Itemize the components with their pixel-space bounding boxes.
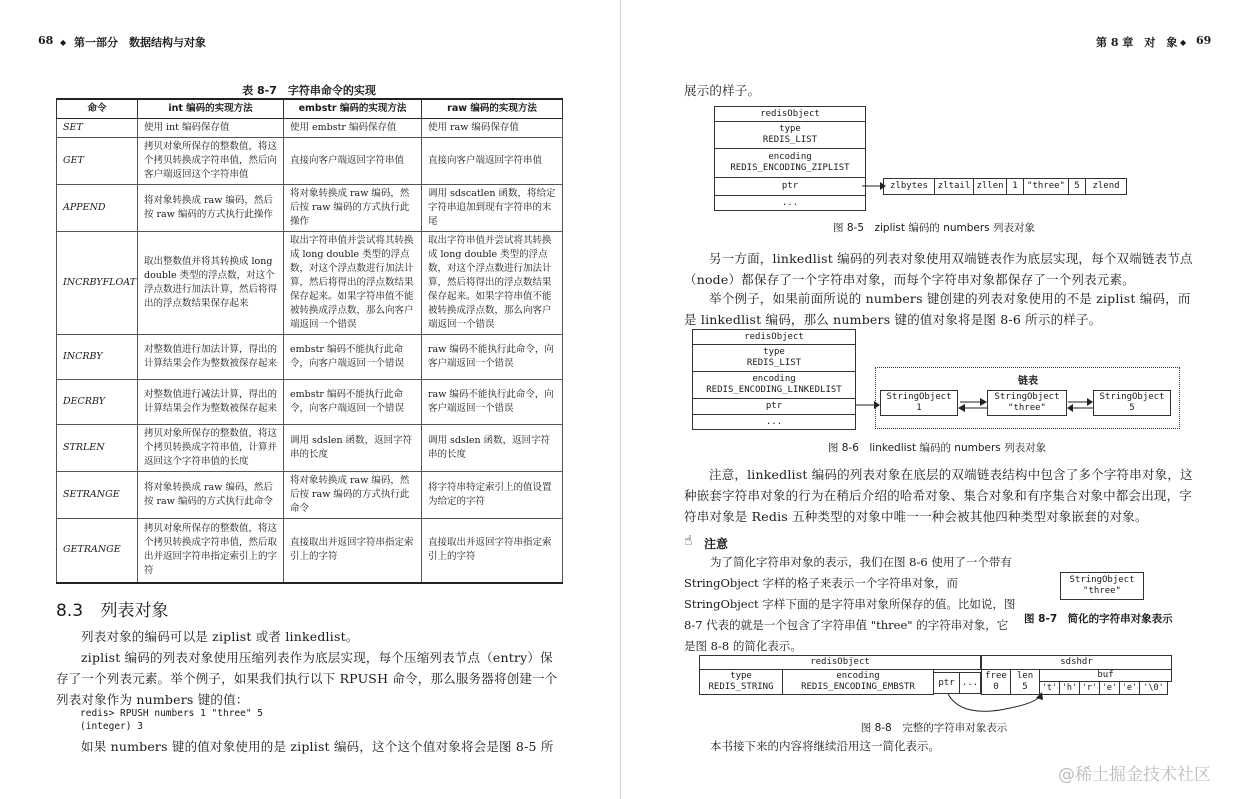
redisobject-header: redisObject: [699, 655, 981, 670]
linked-list-label: 链表: [1018, 376, 1038, 387]
ziplist-entry: "three": [1023, 178, 1069, 195]
ziplist-entry: 5: [1068, 178, 1086, 195]
linkedlist-para: 另一方面，linkedlist 编码的列表对象使用双端链表作为底层实现，每个双端链表节点（node）都保存了一个字符串对象，而每个字符串对象都保存了一个列表元素。: [684, 251, 1193, 287]
ptr-cell: ptr: [714, 177, 866, 196]
left-running-header: 第一部分 数据结构与对象: [74, 36, 206, 49]
watermark: @稀土掘金技术社区: [1058, 765, 1211, 785]
continued-text: 展示的样子。: [684, 83, 761, 98]
command-name-cell: INCRBY: [57, 335, 138, 380]
command-name-cell: DECRBY: [57, 380, 138, 425]
implementation-cell: 调用 sdslen 函数，返回字符串的长度: [422, 425, 563, 472]
implementation-cell: 调用 sdscatlen 函数，将给定字符串追加到现有字符串的末尾: [422, 185, 563, 232]
implementation-cell: 直接向客户端返回字符串值: [284, 138, 422, 185]
implementation-cell: 将对象转换成 raw 编码，然后按 raw 编码的方式执行此操作: [138, 185, 284, 232]
table-caption: 表 8-7 字符串命令的实现: [242, 84, 376, 97]
redisobject-cell: redisObject: [714, 106, 866, 122]
ziplist-row: [883, 178, 1126, 195]
implementation-cell: 将对象转换成 raw 编码，然后按 raw 编码的方式执行此命令: [284, 472, 422, 519]
string-object-node: StringObject 1: [880, 390, 958, 416]
implementation-cell: 将对象转换成 raw 编码，然后按 raw 编码的方式执行此操作: [284, 185, 422, 232]
ptr-cell: ptr: [692, 398, 856, 415]
ziplist-entry: zltail: [934, 178, 974, 195]
dots-cell: ...: [692, 414, 856, 430]
implementation-cell: 使用 embstr 编码保存值: [284, 119, 422, 138]
ziplist-entry: zlend: [1085, 178, 1127, 195]
table-row: [57, 519, 563, 583]
type-cell: type REDIS_LIST: [714, 121, 866, 149]
figure-8-8-caption: 图 8-8 完整的字符串对象表示: [860, 722, 1008, 734]
implementation-cell: embstr 编码不能执行此命令，向客户端返回一个错误: [284, 380, 422, 425]
table-header-cell: embstr 编码的实现方法: [284, 99, 422, 119]
command-name-cell: SET: [57, 119, 138, 138]
command-name-cell: SETRANGE: [57, 472, 138, 519]
example-para: 举个例子，如果前面所说的 numbers 键创建的列表对象使用的不是 ziplist 编码，而是 linkedlist 编码，那么 numbers 键的值对象将是图 8-6 所示的样子。: [684, 291, 1191, 327]
bullet-icon: ◆: [1180, 38, 1187, 47]
bullet-icon: ◆: [60, 38, 67, 47]
implementation-cell: 取出字符串值并尝试将其转换成 long double 类型的浮点数，对这个浮点数进行加法计算，然后将得出的浮点数结果保存起来。如果字符串值不能被转换成浮点数，那么向客户端返回一个错误: [284, 232, 422, 335]
ziplist-entry: zllen: [973, 178, 1007, 195]
command-name-cell: GET: [57, 138, 138, 185]
implementation-cell: 调用 sdslen 函数，返回字符串的长度: [284, 425, 422, 472]
buf-char-cell: '\0': [1139, 681, 1168, 695]
implementation-cell: 对整数值进行减法计算，得出的计算结果会作为整数被保存起来: [138, 380, 284, 425]
buf-char-cell: 'h': [1059, 681, 1080, 695]
code-line-2: (integer) 3: [80, 721, 143, 732]
ziplist-entry: 1: [1006, 178, 1024, 195]
ptr-arrow: [862, 180, 886, 192]
table-row: [57, 138, 563, 185]
table-row: [57, 119, 563, 138]
encoding-cell: encoding REDIS_ENCODING_ZIPLIST: [714, 148, 866, 178]
command-name-cell: INCRBYFLOAT: [57, 232, 138, 335]
implementation-cell: 使用 raw 编码保存值: [422, 119, 563, 138]
type-cell: type REDIS_STRING: [699, 669, 783, 695]
buf-label: buf: [1039, 669, 1172, 682]
hand-pointer-icon: ☝: [684, 533, 693, 549]
code-line-1: redis> RPUSH numbers 1 "three" 5: [80, 708, 264, 719]
buf-char-cell: 'r': [1079, 681, 1100, 695]
buf-chars: [1039, 681, 1167, 695]
implementation-cell: 将对象转换成 raw 编码，然后按 raw 编码的方式执行此命令: [138, 472, 284, 519]
implementation-cell: 将字符串特定索引上的值设置为给定的字符: [422, 472, 563, 519]
encoding-cell: encoding REDIS_ENCODING_LINKEDLIST: [692, 371, 856, 399]
implementation-cell: 取出字符串值并尝试将其转换成 long double 类型的浮点数，对这个浮点数进行加法计算，然后将得出的浮点数结果保存起来。如果字符串值不能被转换成浮点数，那么向客户端返回一个错误: [422, 232, 563, 335]
section-title: 列表对象: [100, 601, 169, 621]
implementation-cell: 直接向客户端返回字符串值: [422, 138, 563, 185]
list-encoding-para: 列表对象的编码可以是 ziplist 或者 linkedlist。: [81, 629, 359, 644]
buf-char-cell: 't': [1039, 681, 1060, 695]
string-object-node: StringObject "three": [987, 390, 1067, 416]
table-row: [57, 425, 563, 472]
ptr-cell: ptr: [933, 672, 960, 694]
closing-sentence: 本书接下来的内容将继续沿用这一简化表示。: [710, 739, 940, 753]
table-row: [57, 335, 563, 380]
figure-8-7-caption: 图 8-7 简化的字符串对象表示: [1024, 613, 1173, 625]
command-name-cell: APPEND: [57, 185, 138, 232]
buf-char-cell: 'e': [1099, 681, 1120, 695]
ziplist-para: ziplist 编码的列表对象使用压缩列表作为底层实现，每个压缩列表节点（entry）保存了一个列表元素。举个例子，如果我们执行以下 RPUSH 命令，那么服务器将创建一个列表对象作为 numbers 键的值：: [56, 650, 558, 707]
implementation-cell: 取出整数值并将其转换成 long double 类型的浮点数，对这个浮点数进行加法计算，然后将得出的浮点数结果保存起来: [138, 232, 284, 335]
note-body: 为了简化字符串对象的表示，我们在图 8-6 使用了一个带有 StringObject 字样的格子来表示一个字符串对象，而 StringObject 字样下面的是字符串对象所保存的值。比如说，图 8-7 代表的就是一个包含了字符串值 "three" 的字符串对象，它是图 8-8 的简化表示。: [684, 555, 1016, 653]
ptr-curve-arrow: [940, 690, 1050, 720]
implementation-cell: raw 编码不能执行此命令，向客户端返回一个错误: [422, 380, 563, 425]
table-row: [57, 380, 563, 425]
ziplist-entry: zlbytes: [883, 178, 935, 195]
right-running-header: 第 8 章 对 象: [1096, 36, 1178, 49]
page-gutter: [620, 0, 621, 799]
table-row: [57, 185, 563, 232]
free-cell: free 0: [981, 669, 1011, 695]
implementation-cell: 拷贝对象所保存的整数值，将这个拷贝转换成字符串值，然后取出并返回字符串指定索引上的字符: [138, 519, 284, 583]
table-header-cell: raw 编码的实现方法: [422, 99, 563, 119]
section-heading: [56, 596, 168, 621]
len-cell: len 5: [1010, 669, 1040, 695]
note-title: 注意: [704, 537, 729, 551]
dots-cell: ...: [714, 195, 866, 211]
command-name-cell: STRLEN: [57, 425, 138, 472]
implementation-cell: raw 编码不能执行此命令，向客户端返回一个错误: [422, 335, 563, 380]
command-name-cell: GETRANGE: [57, 519, 138, 583]
implementation-cell: 对整数值进行加法计算，得出的计算结果会作为整数被保存起来: [138, 335, 284, 380]
implementation-cell: embstr 编码不能执行此命令，向客户端返回一个错误: [284, 335, 422, 380]
table-header-cell: 命令: [57, 99, 138, 119]
implementation-cell: 直接取出并返回字符串指定索引上的字符: [284, 519, 422, 583]
redisobject-cell: redisObject: [692, 329, 856, 345]
left-page-number: 68: [38, 34, 54, 47]
table-header-cell: int 编码的实现方法: [138, 99, 284, 119]
section-number: 8.3: [56, 601, 84, 621]
sdshdr-header: sdshdr: [981, 655, 1172, 670]
linked-list-arrows: [850, 395, 1180, 415]
table-row: [57, 232, 563, 335]
table-row: [57, 472, 563, 519]
dots-cell: ...: [959, 672, 981, 694]
implementation-cell: 使用 int 编码保存值: [138, 119, 284, 138]
right-page-number: 69: [1196, 34, 1212, 47]
buf-char-cell: 'e': [1119, 681, 1140, 695]
figure-8-5-caption: 图 8-5 ziplist 编码的 numbers 列表对象: [833, 222, 1035, 234]
type-cell: type REDIS_LIST: [692, 344, 856, 372]
encoding-cell: encoding REDIS_ENCODING_EMBSTR: [782, 669, 934, 695]
nesting-note-para: 注意，linkedlist 编码的列表对象在底层的双端链表结构中包含了多个字符串对象，这种嵌套字符串对象的行为在稍后介绍的哈希对象、集合对象和有序集合对象中都会出现，字符串对象是 Redis 五种类型的对象中唯一一种会被其他四种类型对象嵌套的对象。: [684, 467, 1193, 524]
implementation-cell: 直接取出并返回字符串指定索引上的字符: [422, 519, 563, 583]
string-object-node: StringObject 5: [1093, 390, 1171, 416]
string-commands-table: [56, 98, 563, 584]
ziplist-fig-ref-para: 如果 numbers 键的值对象使用的是 ziplist 编码，这个这个值对象将会是图 8-5 所: [81, 739, 554, 754]
figure-8-6-caption: 图 8-6 linkedlist 编码的 numbers 列表对象: [827, 442, 1047, 454]
figure-8-7-box: StringObject "three": [1060, 572, 1144, 600]
implementation-cell: 拷贝对象所保存的整数值，将这个拷贝转换成字符串值，计算并返回这个字符串值的长度: [138, 425, 284, 472]
implementation-cell: 拷贝对象所保存的整数值，将这个拷贝转换成字符串值，然后向客户端返回这个字符串值: [138, 138, 284, 185]
